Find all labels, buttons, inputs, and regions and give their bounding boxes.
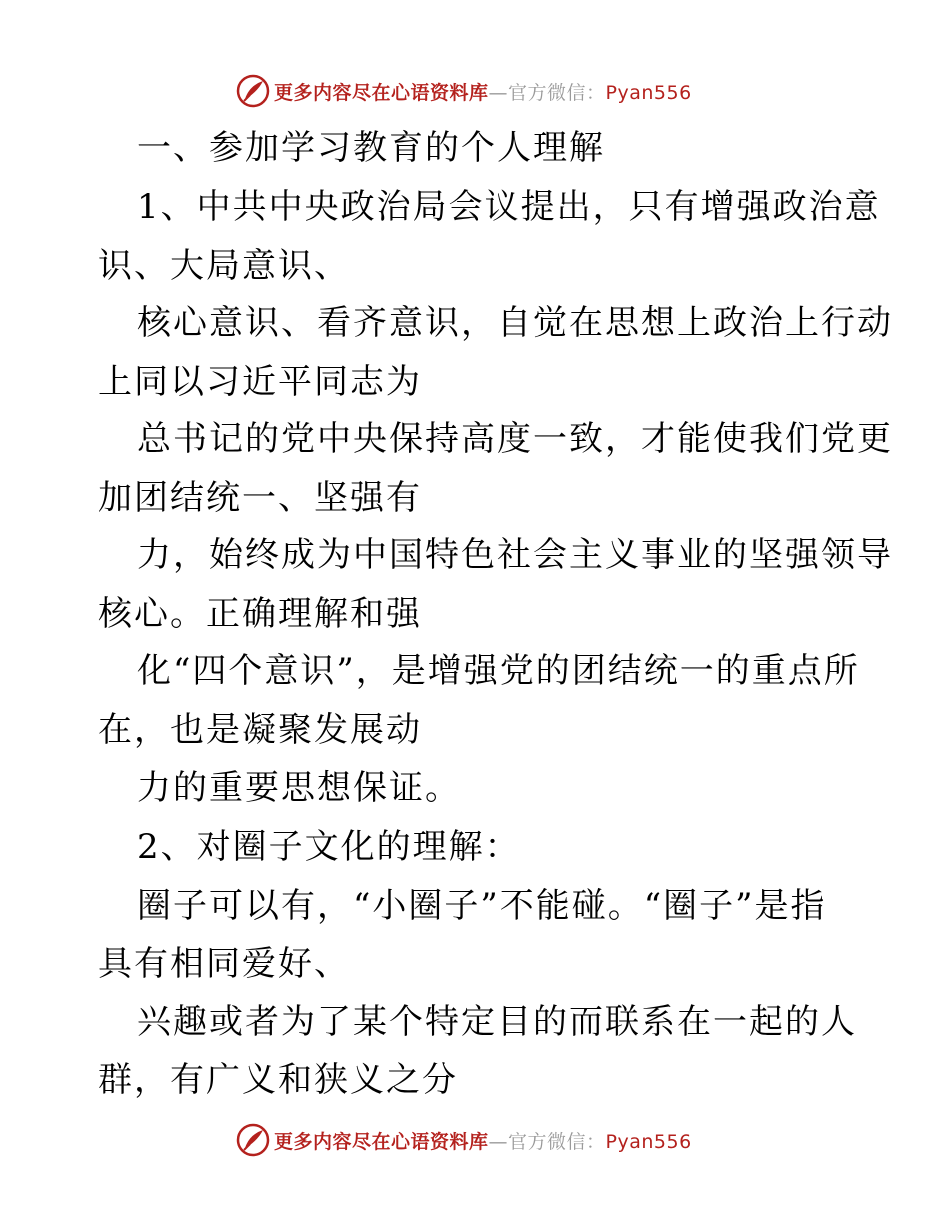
watermark-brand: 更多内容尽在心语资料库	[274, 81, 489, 104]
paragraph-line: 力的重要思想保证。	[137, 768, 461, 808]
watermark-wechat-id: Pyan556	[605, 1130, 692, 1153]
footer-watermark	[236, 1122, 692, 1158]
paragraph-line: 群，有广义和狭义之分	[98, 1060, 458, 1100]
paragraph-line: 识、大局意识、	[98, 246, 350, 286]
paragraph-line: 核心。正确理解和强	[98, 594, 422, 634]
paragraph-line: 总书记的党中央保持高度一致，才能使我们党更	[137, 419, 893, 459]
feather-pen-logo-icon	[236, 1123, 270, 1157]
paragraph-line: 1、中共中央政治局会议提出，只有增强政治意	[137, 187, 881, 227]
section-heading: 一、参加学习教育的个人理解	[137, 128, 605, 168]
watermark-brand: 更多内容尽在心语资料库	[274, 1130, 489, 1153]
watermark-rest: —官方微信：	[488, 1130, 606, 1153]
watermark-rest: —官方微信：	[488, 81, 606, 104]
header-watermark	[236, 73, 692, 109]
paragraph-line: 力，始终成为中国特色社会主义事业的坚强领导	[137, 535, 893, 575]
paragraph-line: 具有相同爱好、	[98, 944, 350, 984]
paragraph-line: 兴趣或者为了某个特定目的而联系在一起的人	[137, 1002, 857, 1042]
paragraph-line: 在，也是凝聚发展动	[98, 710, 422, 750]
watermark-wechat-id: Pyan556	[605, 81, 692, 104]
paragraph-line: 化“四个意识”，是增强党的团结统一的重点所	[137, 651, 860, 691]
feather-pen-logo-icon	[236, 74, 270, 108]
paragraph-line: 圈子可以有，“小圈子”不能碰。“圈子”是指	[137, 886, 827, 926]
paragraph-line: 核心意识、看齐意识，自觉在思想上政治上行动	[137, 303, 893, 343]
paragraph-line: 上同以习近平同志为	[98, 362, 422, 402]
paragraph-line: 加团结统一、坚强有	[98, 478, 422, 518]
subsection-heading: 2、对圈子文化的理解：	[137, 827, 521, 867]
